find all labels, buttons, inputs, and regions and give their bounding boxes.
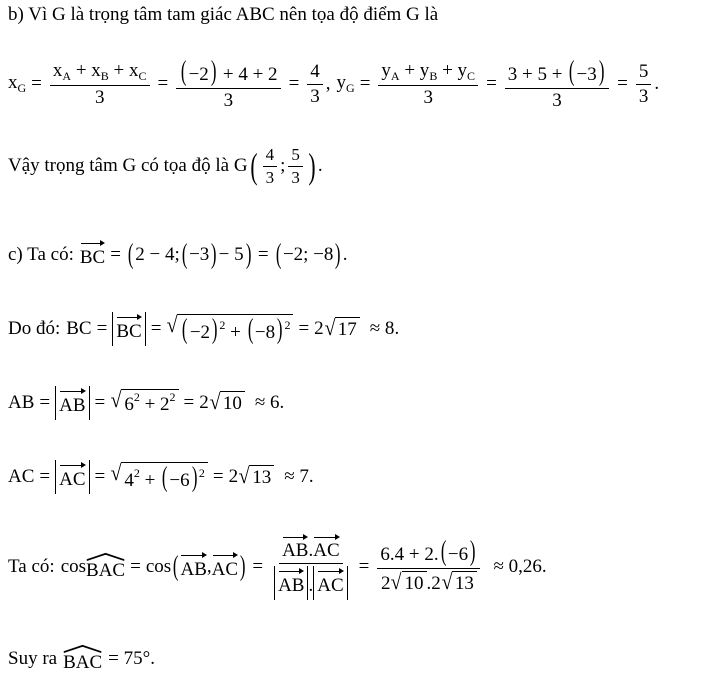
ab-approx: ≈ 6 xyxy=(254,391,280,413)
g-y-fraction: $\frac{5}{3}$ xyxy=(288,146,303,187)
xg-symbol: $x_G$ xyxy=(8,72,27,96)
sqrt-ac: √ $4^2 + (-6)$ $^2$ xyxy=(110,462,208,492)
yg-sum-fraction: $\frac{y_A + y_B + y_C}{3}$ xyxy=(378,61,478,108)
yg-result-fraction: $\frac{5}{3}$ xyxy=(636,62,652,107)
cos-vector-fraction: $\frac{AB.AC}{AB . AC}$ xyxy=(271,534,351,600)
cos-value-fraction: 6.4 + 2.(−6) 2 √ 10 .2 √ 13 xyxy=(377,538,480,595)
vector-bc: BC xyxy=(80,240,105,269)
ac-approx: ≈ 7 xyxy=(284,465,309,487)
abs-vector-bc: BC xyxy=(112,312,145,346)
yg-symbol: $y_G$ xyxy=(336,72,355,96)
do-do-text: Do đó: xyxy=(8,317,61,339)
angle-value: = 75° xyxy=(108,648,151,669)
part-b-intro xyxy=(8,4,438,26)
abs-vector-ab: AB xyxy=(55,386,89,420)
conclusion-text: Vậy trọng tâm G có tọa độ là G xyxy=(8,155,248,177)
bc-length-line: Do đó: BC = BC = √ (−2) $^2$ + (−8) $^2$ = 2 √ 17 ≈ 8 . xyxy=(8,311,400,345)
xg-result-fraction: $\frac{4}{3}$ xyxy=(307,62,323,107)
cos-approx: ≈ 0,26 xyxy=(493,555,542,577)
xg-value-fraction: $\frac{(-2) + 4 + 2}{3}$ xyxy=(176,58,280,111)
sqrt-ab: √ $6^2 + 2^2$ xyxy=(110,389,178,416)
centroid-conclusion: Vậy trọng tâm G có tọa độ là G ( $\frac{4}{3}$ ; $\frac{5}{3}$ ) . xyxy=(8,145,323,187)
abs-vector-ac: AC xyxy=(55,460,89,494)
ac-length-line: AC = AC = √ $4^2 + (-6)$ $^2$ = 2 √ 13 ≈ 7 . xyxy=(8,459,314,493)
centroid-formula: $x_G$ = $\frac{x_A + x_B + x_C}{3}$ = $\frac{(-2) + 4 + 2}{3}$ = $\frac{4}{3}$ , $y_G$ = $\frac{y_A + y_B + y_C}{3}$ = $\frac{3 + 5 + (-3)}{3}$ = $\frac{5}{3}$ . xyxy=(8,56,660,111)
angle-bac: BAC xyxy=(86,552,125,582)
angle-result-line: Suy ra BAC = 75° . xyxy=(8,644,155,674)
ta-co-text: Ta có: xyxy=(8,555,55,577)
intro-text: b) Vì G là trọng tâm tam giác ABC nên tọa độ điểm G là xyxy=(8,4,439,25)
angle-bac-final: BAC xyxy=(63,644,102,674)
c-prefix: c) Ta có: xyxy=(8,243,74,265)
sqrt-bc: √ (−2) $^2$ + (−8) $^2$ xyxy=(166,314,293,344)
bc-vector-line: c) Ta có: BC = ( 2 − 4; ( −3 ) − 5 ) = ( −2; −8 ) . xyxy=(8,238,348,270)
bc-approx: ≈ 8 xyxy=(369,317,395,339)
ab-length-line: AB = AB = √ $6^2 + 2^2$ = 2 √ 10 ≈ 6 . xyxy=(8,386,284,420)
cos-line: Ta có: cos BAC = cos ( AB , AC ) = $\frac{AB.AC}{AB . AC}$ = 6.4 + 2.(−6) 2 √ 10 .2 √ 13 ≈ 0,26 . xyxy=(8,534,547,600)
suy-ra-text: Suy ra xyxy=(8,648,58,669)
g-x-fraction: $\frac{4}{3}$ xyxy=(263,146,278,187)
xg-sum-fraction: $\frac{x_A + x_B + x_C}{3}$ xyxy=(50,61,150,108)
yg-value-fraction: $\frac{3 + 5 + (-3)}{3}$ xyxy=(505,58,609,111)
